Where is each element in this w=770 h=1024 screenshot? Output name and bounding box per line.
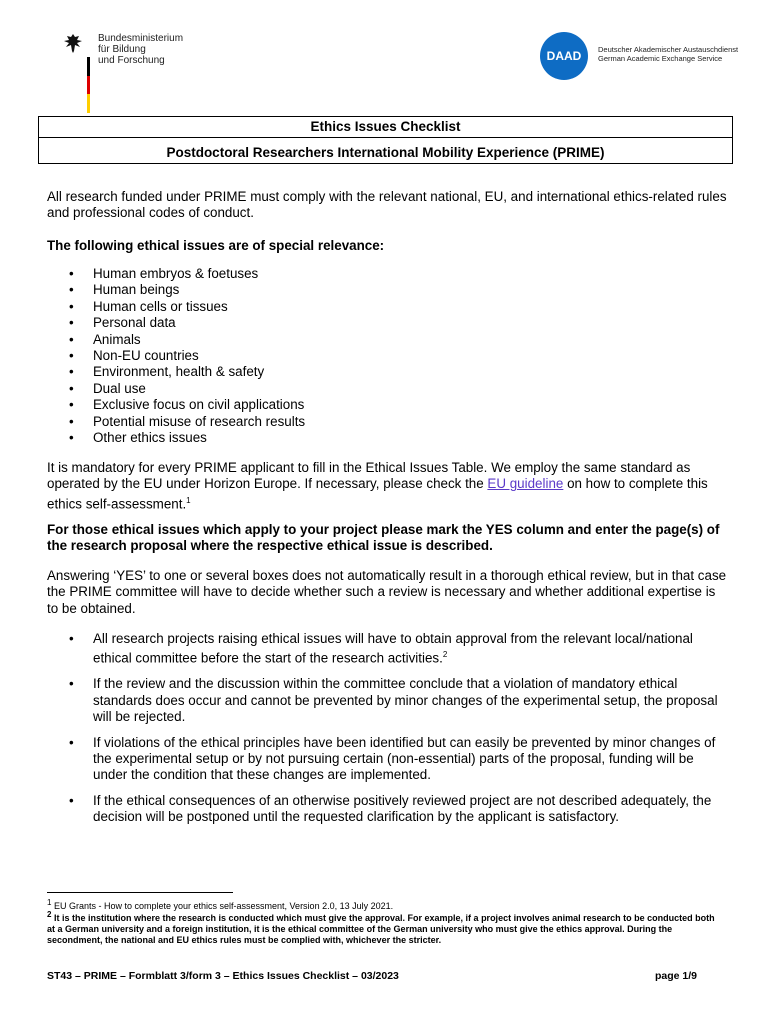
list-item: • Dual use [47, 381, 305, 397]
list-item: • Animals [47, 332, 305, 348]
list-item: • Exclusive focus on civil applications [47, 397, 305, 413]
flag-stripe-gold [87, 94, 90, 113]
special-relevance-heading: The following ethical issues are of special relevance: [47, 238, 385, 253]
intro-paragraph: All research funded under PRIME must comply with the relevant national, EU, and international ethics-related rules and professional codes of conduct. [47, 189, 727, 221]
list-item: • Potential misuse of research results [47, 414, 305, 430]
list-item: • Human embryos & foetuses [47, 266, 305, 282]
footnote-2-text: It is the institution where the research is conducted which must give the approval. For example, if a project involves animal research to be conducted both at a German university and a foreign institution, it is the ethical committee of the German university who must give the ethics approval. During the secondment, the national and EU ethics rules must be complied with, whichever the stricter. [47, 913, 715, 945]
ethical-issues-list [47, 266, 305, 446]
daad-logo: DAAD [540, 32, 588, 80]
ministry-name [98, 33, 183, 66]
footnote-ref-2: 2 [442, 650, 448, 660]
daad-line-2: German Academic Exchange Service [598, 54, 723, 63]
mandatory-text-after: on how to complete this ethics self-assessment. [47, 476, 708, 512]
list-item: • Non-EU countries [47, 348, 305, 364]
footnote-2-number: 2 [47, 910, 52, 919]
list-item: • Other ethics issues [47, 430, 305, 446]
list-item: • If the review and the discussion within the committee conclude that a violation of mandatory ethical standards does occur and cannot be prevented by minor changes of the experimental setup, the proposal will be rejected. [47, 676, 727, 725]
daad-name [598, 45, 738, 63]
list-item: • If the ethical consequences of an otherwise positively reviewed project are not described adequately, the decision will be postponed until the requested clarification by the applicant is satisfactory. [47, 793, 727, 826]
german-flag-bar [87, 57, 90, 113]
title-box [38, 116, 733, 164]
review-points-list [47, 631, 727, 835]
ministry-line-2: für Bildung [98, 44, 146, 55]
daad-line-1: Deutscher Akademischer Austauschdienst [598, 45, 739, 54]
list-item [47, 631, 727, 667]
list-item: • Environment, health & safety [47, 364, 305, 380]
page-number: page 1/9 [655, 970, 698, 982]
eu-guideline-link[interactable]: EU guideline [487, 476, 564, 492]
form-identifier: ST43 – PRIME – Formblatt 3/form 3 – Ethics Issues Checklist – 03/2023 [47, 970, 399, 982]
flag-stripe-black [87, 57, 90, 76]
list-item: • Personal data [47, 315, 305, 331]
document-title: Ethics Issues Checklist [310, 119, 461, 134]
title-divider [39, 137, 732, 138]
document-subtitle: Postdoctoral Researchers International Mobility Experience (PRIME) [166, 145, 605, 160]
list-item: • If violations of the ethical principles have been identified but can easily be prevented by minor changes of the experimental setup or by not pursuing certain (non-essential) parts of the proposal, funding will be under the condition that these changes are implemented. [47, 735, 727, 784]
footnote-divider [47, 892, 233, 893]
answering-paragraph: Answering ‘YES’ to one or several boxes does not automatically result in a thorough ethical review, but in that case the PRIME committee will have to decide whether such a review is necessary and whether additional expertise is to be obtained. [47, 568, 727, 616]
point-1-text: All research projects raising ethical issues will have to obtain approval from the relevant local/national ethical committee before the start of the research activities. [93, 631, 693, 666]
flag-stripe-red [87, 76, 90, 95]
ministry-line-1: Bundesministerium [98, 33, 184, 44]
footnote-1-number: 1 [47, 898, 52, 907]
bmbf-logo [60, 30, 200, 88]
footnote-2 [47, 909, 717, 946]
eagle-icon [62, 32, 84, 54]
ministry-line-3: und Forschung [98, 55, 165, 66]
footnote-ref-1: 1 [186, 495, 191, 505]
mandatory-text-before: It is mandatory for every PRIME applicant to fill in the Ethical Issues Table. We employ the same standard as operated by the EU under Horizon Europe. If necessary, please check the [47, 460, 691, 492]
footnote-1-text: EU Grants - How to complete your ethics self-assessment, Version 2.0, 13 July 2021. [53, 901, 394, 911]
list-item: • Human cells or tissues [47, 299, 305, 315]
mandatory-paragraph [47, 460, 727, 513]
list-item: • Human beings [47, 282, 305, 298]
mark-yes-instruction: For those ethical issues which apply to your project please mark the YES column and enter the page(s) of the research proposal where the respective ethical issue is described. [47, 522, 720, 554]
